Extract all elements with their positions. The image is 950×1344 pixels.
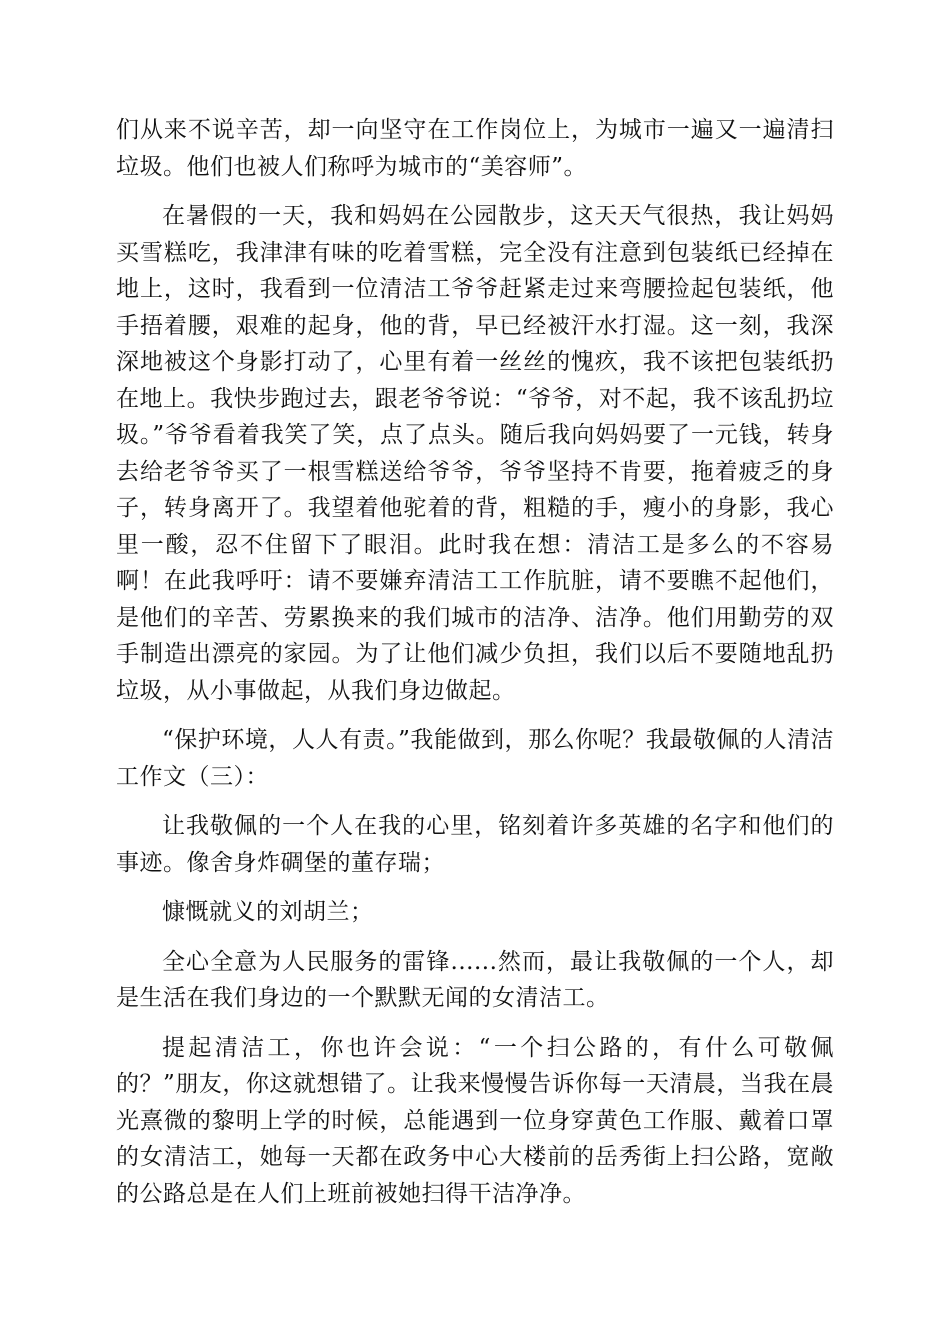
paragraph-heroes: 让我敬佩的一个人在我的心里，铭刻着许多英雄的名字和他们的事迹。像舍身炸碉堡的董存瑞； [116,813,834,876]
paragraph-lei-feng: 全心全意为人民服务的雷锋......然而，最让我敬佩的一个人，却是生活在我们身边的一个默默无闻的女清洁工。 [116,948,834,1011]
paragraph-protect-environment: “保护环境，人人有责。”我能做到，那么你呢？我最敬佩的人清洁工作文（三）： [116,727,834,790]
document-body [116,112,834,1225]
paragraph-continuation: 们从来不说辛苦，却一向坚守在工作岗位上，为城市一遍又一遍清扫垃圾。他们也被人们称呼为城市的“美容师”。 [116,117,834,180]
paragraph-park-story: 在暑假的一天，我和妈妈在公园散步，这天天气很热，我让妈妈买雪糕吃，我津津有味的吃着雪糕，完全没有注意到包装纸已经掉在地上，这时，我看到一位清洁工爷爷赶紧走过来弯腰捡起包装纸，他手捂着腰，艰难的起身，他的背，早已经被汗水打湿。这一刻，我深深地被这个身影打动了，心里有着一丝丝的愧疚，我不该把包装纸扔在地上。我快步跑过去，跟老爷爷说：“爷爷，对不起，我不该乱扔垃圾。”爷爷看着我笑了笑，点了点头。随后我向妈妈要了一元钱，转身去给老爷爷买了一根雪糕送给爷爷，爷爷坚持不肯要，拖着疲乏的身子，转身离开了。我望着他驼着的背，粗糙的手，瘦小的身影，我心里一酸，忍不住留下了眼泪。此时我在想：清洁工是多么的不容易啊！在此我呼吁：请不要嫌弃清洁工工作肮脏，请不要瞧不起他们，是他们的辛苦、劳累换来的我们城市的洁净、洁净。他们用勤劳的双手制造出漂亮的家园。为了让他们减少负担，我们以后不要随地乱扔垃圾，从小事做起，从我们身边做起。 [116,203,834,704]
paragraph-female-cleaner: 提起清洁工，你也许会说：“一个扫公路的，有什么可敬佩的？”朋友，你这就想错了。让我来慢慢告诉你每一天清晨，当我在晨光熹微的黎明上学的时候，总能遇到一位身穿黄色工作服、戴着口罩的女清洁工，她每一天都在政务中心大楼前的岳秀街上扫公路，宽敞的公路总是在人们上班前被她扫得干洁净净。 [116,1034,834,1207]
paragraph-liu-hulan: 慷慨就义的刘胡兰； [162,899,374,925]
